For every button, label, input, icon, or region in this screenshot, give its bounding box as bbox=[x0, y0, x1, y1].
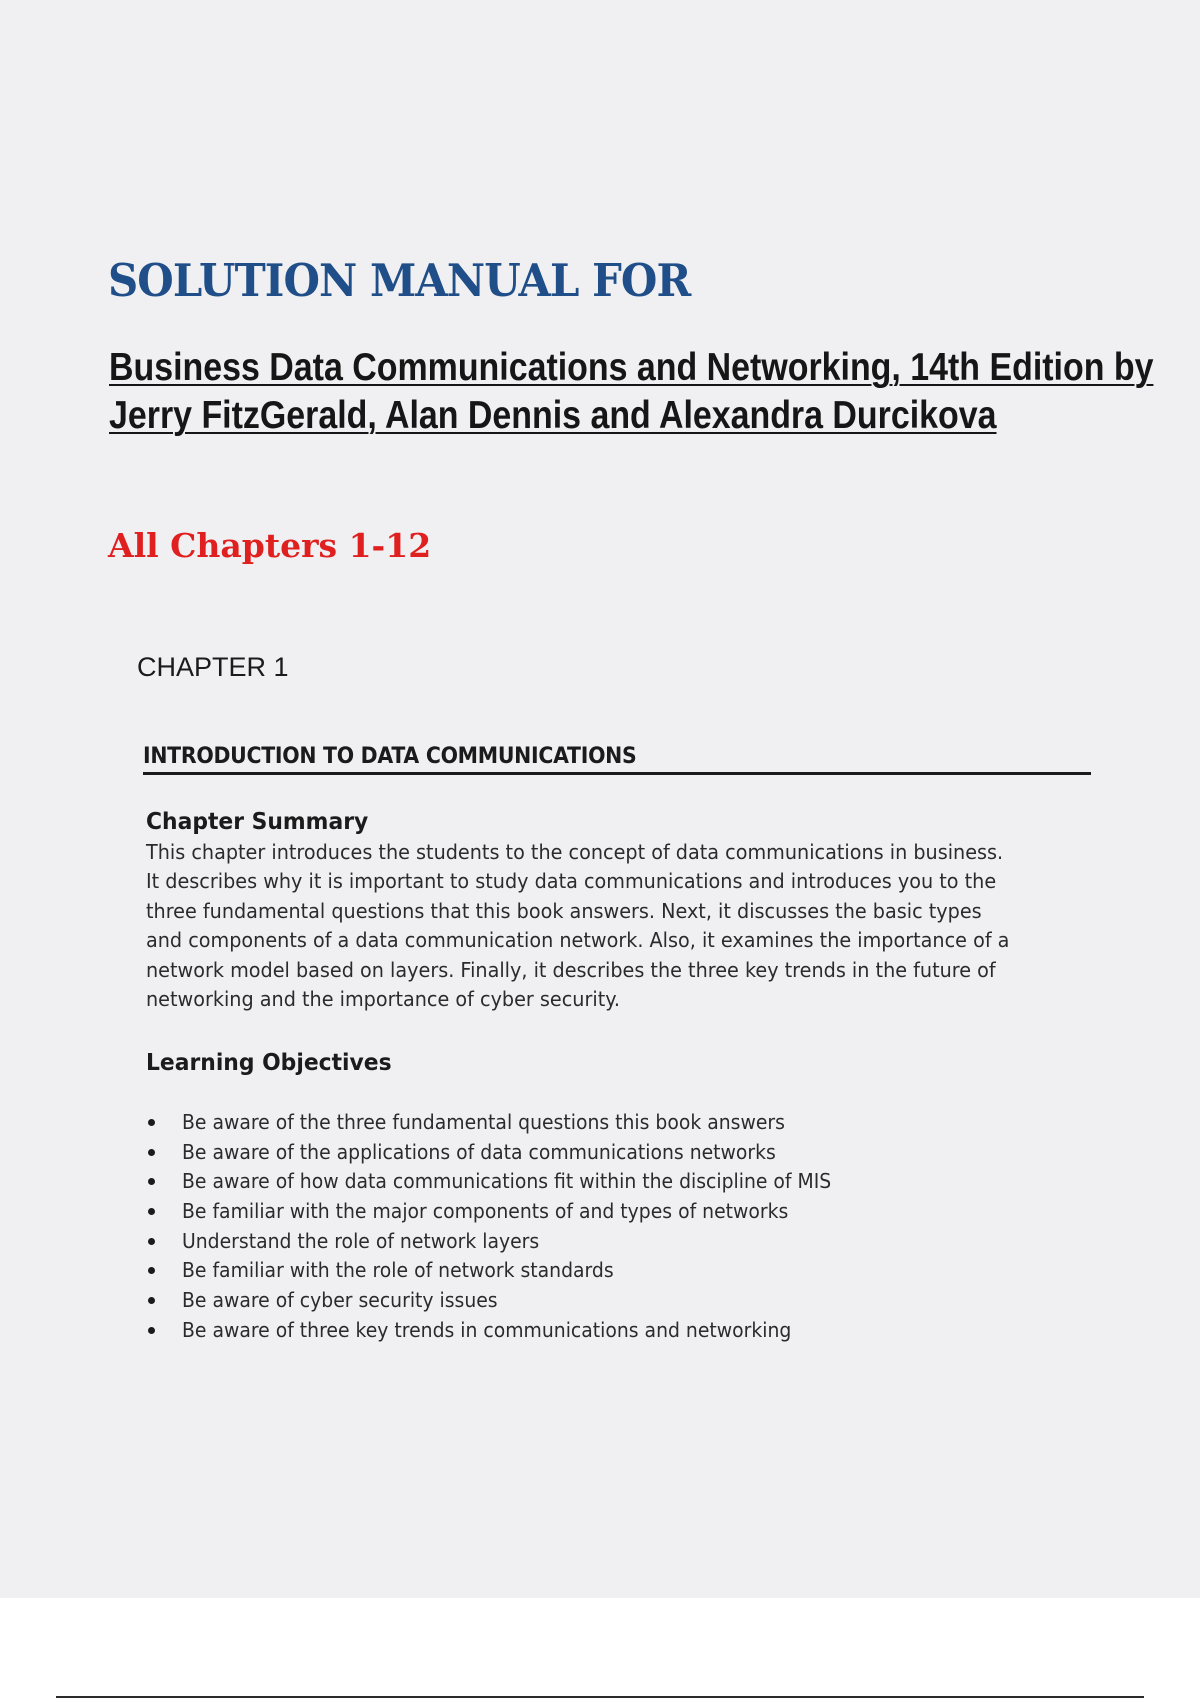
list-item bbox=[146, 1286, 873, 1316]
list-item bbox=[146, 1256, 873, 1286]
summary-line: This chapter introduces the students to the concept of data communications in business. bbox=[146, 840, 1004, 864]
objectives-list bbox=[146, 1108, 873, 1346]
bullet-icon bbox=[148, 1119, 155, 1126]
chapter-heading: INTRODUCTION TO DATA COMMUNICATIONS bbox=[143, 744, 637, 769]
summary-line: three fundamental questions that this book answers. Next, it discusses the basic types bbox=[146, 898, 982, 923]
list-item bbox=[146, 1227, 873, 1257]
summary-text bbox=[146, 838, 1087, 1014]
summary-line: and components of a data communication network. Also, it examines the importance of a bbox=[146, 928, 1010, 953]
bullet-icon bbox=[148, 1238, 155, 1245]
list-item bbox=[146, 1108, 873, 1138]
list-item bbox=[146, 1138, 873, 1168]
book-title bbox=[109, 344, 1154, 440]
summary-line: network model based on layers. Finally, it describes the three key trends in the future of bbox=[146, 957, 996, 982]
summary-heading: Chapter Summary bbox=[146, 809, 369, 835]
objective-text: Be aware of the three fundamental questions this book answers bbox=[182, 1110, 785, 1134]
summary-line: networking and the importance of cyber security. bbox=[146, 987, 620, 1012]
objective-text: Be aware of the applications of data communications networks bbox=[182, 1139, 776, 1164]
objective-text: Be aware of three key trends in communications and networking bbox=[182, 1317, 792, 1342]
bullet-icon bbox=[148, 1208, 155, 1215]
objective-text: Be familiar with the role of network standards bbox=[182, 1258, 614, 1283]
objective-text: Be aware of cyber security issues bbox=[182, 1288, 498, 1313]
bullet-icon bbox=[148, 1149, 155, 1156]
manual-title: SOLUTION MANUAL FOR bbox=[108, 254, 691, 307]
list-item bbox=[146, 1316, 873, 1346]
bullet-icon bbox=[148, 1267, 155, 1274]
bullet-icon bbox=[148, 1327, 155, 1334]
chapter-number: CHAPTER 1 bbox=[137, 652, 289, 682]
objective-text: Be familiar with the major components of and types of networks bbox=[182, 1199, 789, 1224]
list-item bbox=[146, 1197, 873, 1227]
objective-text: Be aware of how data communications fit within the discipline of MIS bbox=[182, 1169, 832, 1194]
book-title-line: Jerry FitzGerald, Alan Dennis and Alexandra Durcikova bbox=[109, 394, 997, 437]
book-title-line: Business Data Communications and Networking, 14th Edition by bbox=[109, 346, 1154, 389]
footer-divider bbox=[56, 1696, 1144, 1698]
bullet-icon bbox=[148, 1178, 155, 1185]
chapter-heading-rule bbox=[143, 742, 1091, 775]
summary-line: It describes why it is important to study data communications and introduces you to the bbox=[146, 869, 997, 894]
objectives-heading: Learning Objectives bbox=[146, 1050, 392, 1076]
list-item bbox=[146, 1167, 873, 1197]
chapters-note: All Chapters 1-12 bbox=[108, 526, 432, 565]
objective-text: Understand the role of network layers bbox=[182, 1228, 540, 1253]
bullet-icon bbox=[148, 1297, 155, 1304]
